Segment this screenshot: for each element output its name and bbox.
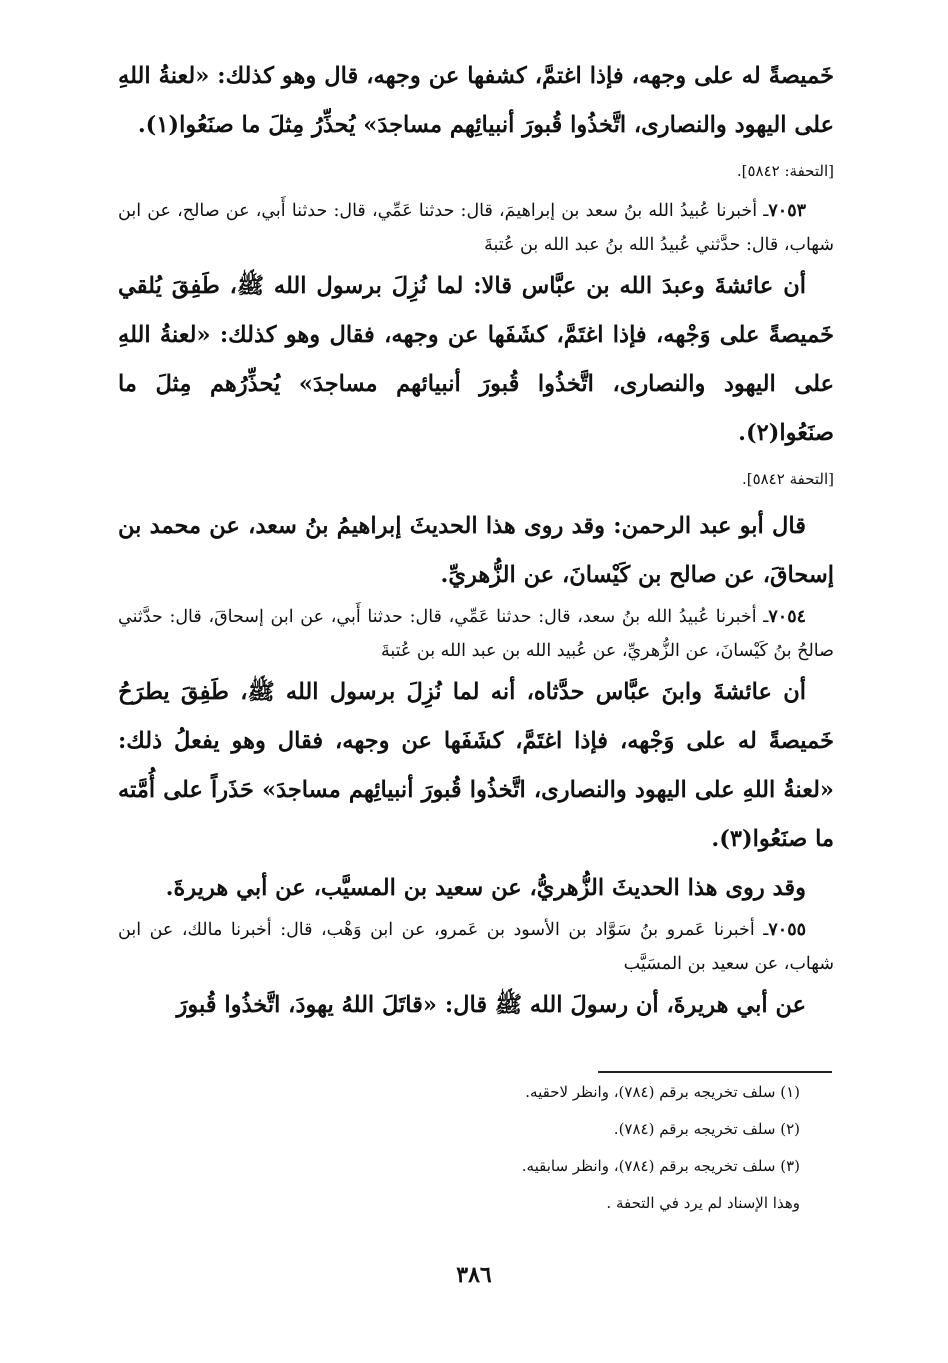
- footnote-divider: [598, 1071, 832, 1073]
- hadith-number: ٧٠٥٤: [768, 607, 806, 627]
- tuhfa-reference: [التحفة: ٥٨٤٢].: [736, 162, 834, 180]
- footnote: (١) سلف تخريجه برقم (٧٨٤)، وانظر لاحقيه.: [525, 1083, 800, 1101]
- page-number: ٣٨٦: [456, 1262, 492, 1288]
- isnad-text: ـ أخبرنا عُبيدُ الله بنُ سعد، قال: حدثنا عَمِّي، قال: حدثنا أَبي، عن ابن إسحاقَ، قال: حدَّثني صالحُ بنُ كَيْسانَ، عن الزُّهريِّ، عن عُبيد الله بن عبد الله بن عُتبةَ: [118, 607, 834, 661]
- tuhfa-reference: [التحفة ٥٨٤٢].: [741, 470, 834, 488]
- hadith-7055-matn: عن أبي هريرةَ، أن رسولَ الله ﷺ قال: «قاتَلَ اللهُ يهودَ، اتَّخذُوا قُبورَ: [176, 992, 806, 1018]
- footnotes: [300, 1077, 800, 1225]
- hadith-7053-isnad: [118, 194, 834, 262]
- isnad-text: ـ أخبرنا عُبيدُ الله بنُ سعد بن إبراهيمَ، قال: حدثنا عَمِّي، قال: حدثنا أَبي، عن صالح، عن ابن شهاب، قال: حدَّثني عُبيدُ الله بنُ عبد الله بن عُتبةَ: [118, 201, 834, 255]
- author-comment: وقد روى هذا الحديثَ الزُّهريُّ، عن سعيد بن المسيَّب، عن أبي هريرةَ.: [165, 875, 806, 901]
- hadith-number: ٧٠٥٥: [768, 920, 806, 940]
- hadith-number: ٧٠٥٣: [768, 201, 806, 221]
- hadith-7054-matn: أن عائشةَ وابنَ عبَّاس حدَّثاه، أنه لما نُزِلَ برسول الله ﷺ، طَفِقَ يطرَحُ خَميصةً له على وَجْهه، فإذا اغتَمَّ، كشَفَها عن وجهه، فقال وهو يفعلُ ذلك: «لعنةُ اللهِ على اليهود والنصارى، اتَّخذُوا قُبورَ أنبيائِهم مساجدَ» حَذَراً على أُمَّته ما صنَعُوا(٣).: [118, 679, 834, 852]
- footnote: (٢) سلف تخريجه برقم (٧٨٤).: [613, 1120, 800, 1138]
- hadith-7054-isnad: [118, 600, 834, 668]
- paragraph: خَميصةً له على وجهه، فإذا اغتمَّ، كشفها عن وجهه، قال وهو كذلك: «لعنةُ اللهِ على اليهود والنصارى، اتَّخذُوا قُبورَ أنبيائِهم مساجدَ» يُحذِّرُ مِثلَ ما صنَعُوا(١).: [118, 63, 834, 138]
- hadith-7055-isnad: [118, 913, 834, 981]
- author-comment: قال أبو عبد الرحمن: وقد روى هذا الحديثَ إبراهيمُ بنُ سعد، عن محمد بن إسحاقَ، عن صالح بن كَيْسانَ، عن الزُّهريِّ.: [118, 513, 834, 588]
- footnote: (٣) سلف تخريجه برقم (٧٨٤)، وانظر سابقيه.: [521, 1157, 800, 1175]
- page-body: [118, 52, 834, 1030]
- footnote: وهذا الإسناد لم يرد في التحفة .: [606, 1194, 800, 1212]
- isnad-text: ـ أخبرنا عَمرو بنُ سَوَّاد بن الأسود بن عَمرو، عن ابن وَهْب، قال: أخبرنا مالك، عن ابن شهاب، عن سعيد بن المسَيَّب: [118, 920, 834, 974]
- hadith-7053-matn: أن عائشةَ وعبدَ الله بن عبَّاس قالا: لما نُزِلَ برسول الله ﷺ، طَفِقَ يُلقي خَميصةً على وَجْهه، فإذا اغتَمَّ، كشَفَها عن وجهه، فقال وهو كذلك: «لعنةُ اللهِ على اليهود والنصارى، اتَّخذُوا قُبورَ أنبيائهم مساجدَ» يُحذِّرُهم مِثلَ ما صنَعُوا(٢).: [118, 273, 834, 446]
